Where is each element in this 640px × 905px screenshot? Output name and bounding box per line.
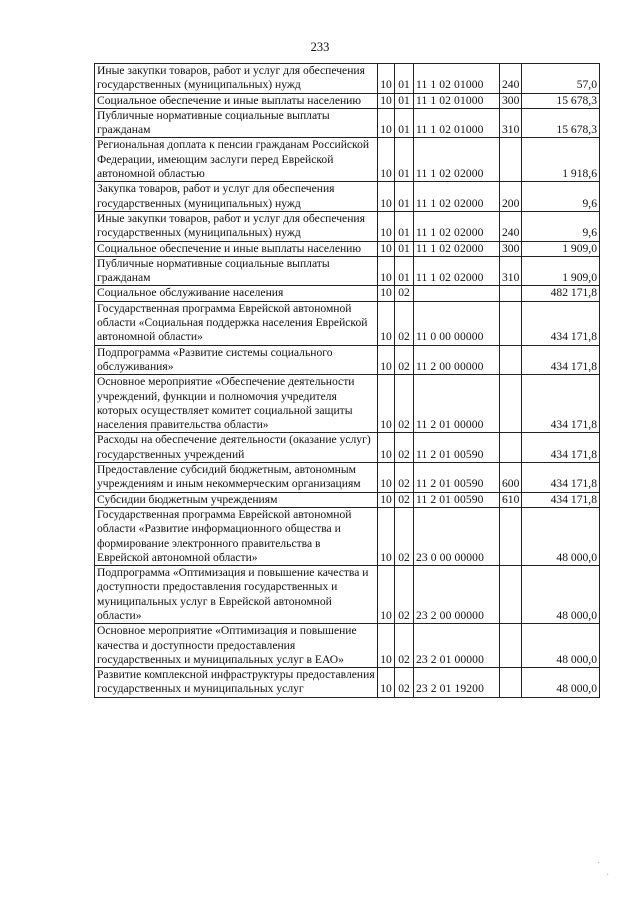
- row-expense-type-code: 200: [500, 182, 522, 212]
- row-subsection-code: 01: [395, 108, 414, 138]
- table-row: [95, 301, 600, 345]
- row-target-article-code: 11 1 02 02000: [414, 182, 500, 212]
- row-section-code: 10: [378, 624, 395, 668]
- row-subsection-code: 02: [395, 463, 414, 493]
- row-expense-type-code: 610: [500, 492, 522, 507]
- row-expense-type-code: 310: [500, 108, 522, 138]
- table-row: [95, 566, 600, 624]
- row-target-article-code: 23 2 01 19200: [414, 668, 500, 698]
- row-subsection-code: 01: [395, 182, 414, 212]
- row-subsection-code: 01: [395, 138, 414, 182]
- row-expense-type-code: [500, 301, 522, 345]
- row-amount: 48 000,0: [522, 507, 600, 565]
- row-expense-type-code: [500, 286, 522, 301]
- row-subsection-code: 02: [395, 301, 414, 345]
- row-section-code: 10: [378, 345, 395, 375]
- table-row: [95, 624, 600, 668]
- row-name: Подпрограмма «Развитие системы социального обслуживания»: [95, 345, 378, 375]
- row-expense-type-code: [500, 624, 522, 668]
- row-section-code: 10: [378, 463, 395, 493]
- row-target-article-code: 11 1 02 02000: [414, 211, 500, 241]
- row-target-article-code: 11 2 01 00000: [414, 375, 500, 433]
- row-amount: 482 171,8: [522, 286, 600, 301]
- row-target-article-code: 11 1 02 02000: [414, 138, 500, 182]
- table-row: [95, 138, 600, 182]
- row-name: Региональная доплата к пенсии гражданам Российской Федерации, имеющим заслуги перед Еврейской автономной областью: [95, 138, 378, 182]
- table-row: [95, 375, 600, 433]
- row-target-article-code: 11 2 01 00590: [414, 433, 500, 463]
- row-name: Государственная программа Еврейской автономной области «Социальная поддержка населения Еврейской автономной области»: [95, 301, 378, 345]
- row-subsection-code: 02: [395, 624, 414, 668]
- row-section-code: 10: [378, 211, 395, 241]
- row-subsection-code: 02: [395, 566, 414, 624]
- row-section-code: 10: [378, 241, 395, 256]
- row-expense-type-code: [500, 433, 522, 463]
- table-row: [95, 433, 600, 463]
- row-name: Иные закупки товаров, работ и услуг для обеспечения государственных (муниципальных) нужд: [95, 64, 378, 94]
- row-target-article-code: 11 2 00 00000: [414, 345, 500, 375]
- row-expense-type-code: [500, 668, 522, 698]
- row-amount: 48 000,0: [522, 566, 600, 624]
- row-section-code: 10: [378, 507, 395, 565]
- row-amount: 1 918,6: [522, 138, 600, 182]
- row-name: Социальное обслуживание населения: [95, 286, 378, 301]
- row-subsection-code: 01: [395, 241, 414, 256]
- row-section-code: 10: [378, 375, 395, 433]
- row-amount: 434 171,8: [522, 375, 600, 433]
- row-section-code: 10: [378, 492, 395, 507]
- scan-speck: ·: [597, 858, 601, 869]
- row-section-code: 10: [378, 668, 395, 698]
- row-amount: 15 678,3: [522, 93, 600, 108]
- row-expense-type-code: 310: [500, 256, 522, 286]
- row-subsection-code: 01: [395, 93, 414, 108]
- row-name: Государственная программа Еврейской автономной области «Развитие информационного общества и формирование электронного правительства в Еврейской автономной области»: [95, 507, 378, 565]
- row-subsection-code: 02: [395, 492, 414, 507]
- row-target-article-code: 23 0 00 00000: [414, 507, 500, 565]
- row-section-code: 10: [378, 256, 395, 286]
- row-subsection-code: 02: [395, 507, 414, 565]
- row-target-article-code: [414, 286, 500, 301]
- row-amount: 9,6: [522, 182, 600, 212]
- table-row: [95, 507, 600, 565]
- row-name: Закупка товаров, работ и услуг для обеспечения государственных (муниципальных) нужд: [95, 182, 378, 212]
- row-target-article-code: 11 2 01 00590: [414, 463, 500, 493]
- row-section-code: 10: [378, 286, 395, 301]
- table-row: [95, 256, 600, 286]
- row-target-article-code: 11 1 02 01000: [414, 64, 500, 94]
- row-expense-type-code: [500, 345, 522, 375]
- row-section-code: 10: [378, 64, 395, 94]
- row-subsection-code: 02: [395, 668, 414, 698]
- row-target-article-code: 11 1 02 02000: [414, 256, 500, 286]
- row-section-code: 10: [378, 138, 395, 182]
- row-amount: 9,6: [522, 211, 600, 241]
- budget-table-body: [95, 64, 600, 698]
- table-row: [95, 108, 600, 138]
- row-target-article-code: 11 1 02 01000: [414, 108, 500, 138]
- table-row: [95, 211, 600, 241]
- table-row: [95, 492, 600, 507]
- row-target-article-code: 11 2 01 00590: [414, 492, 500, 507]
- row-name: Иные закупки товаров, работ и услуг для обеспечения государственных (муниципальных) нужд: [95, 211, 378, 241]
- row-name: Расходы на обеспечение деятельности (оказание услуг) государственных учреждений: [95, 433, 378, 463]
- row-name: Подпрограмма «Оптимизация и повышение качества и доступности предоставления государственных и муниципальных услуг в Еврейской автономной области»: [95, 566, 378, 624]
- row-name: Основное мероприятие «Оптимизация и повышение качества и доступности предоставления государственных и муниципальных услуг в ЕАО»: [95, 624, 378, 668]
- row-subsection-code: 02: [395, 433, 414, 463]
- row-expense-type-code: 300: [500, 93, 522, 108]
- row-amount: 434 171,8: [522, 463, 600, 493]
- row-section-code: 10: [378, 566, 395, 624]
- table-row: [95, 463, 600, 493]
- row-section-code: 10: [378, 433, 395, 463]
- row-amount: 434 171,8: [522, 433, 600, 463]
- row-subsection-code: 02: [395, 345, 414, 375]
- row-amount: 15 678,3: [522, 108, 600, 138]
- row-name: Субсидии бюджетным учреждениям: [95, 492, 378, 507]
- budget-table: [94, 63, 600, 698]
- row-target-article-code: 11 0 00 00000: [414, 301, 500, 345]
- table-row: [95, 241, 600, 256]
- row-expense-type-code: 240: [500, 64, 522, 94]
- row-expense-type-code: [500, 507, 522, 565]
- row-subsection-code: 01: [395, 64, 414, 94]
- row-amount: 1 909,0: [522, 256, 600, 286]
- row-expense-type-code: 600: [500, 463, 522, 493]
- row-name: Социальное обеспечение и иные выплаты населению: [95, 241, 378, 256]
- row-name: Социальное обеспечение и иные выплаты населению: [95, 93, 378, 108]
- row-section-code: 10: [378, 93, 395, 108]
- row-target-article-code: 23 2 00 00000: [414, 566, 500, 624]
- row-subsection-code: 02: [395, 375, 414, 433]
- row-expense-type-code: 240: [500, 211, 522, 241]
- row-name: Публичные нормативные социальные выплаты гражданам: [95, 256, 378, 286]
- row-section-code: 10: [378, 108, 395, 138]
- row-name: Основное мероприятие «Обеспечение деятельности учреждений, функции и полномочия учредителя которых осуществляет комитет социальной защиты населения правительства области»: [95, 375, 378, 433]
- page-number: 233: [310, 40, 330, 54]
- row-target-article-code: 11 1 02 01000: [414, 93, 500, 108]
- row-expense-type-code: [500, 138, 522, 182]
- row-name: Публичные нормативные социальные выплаты гражданам: [95, 108, 378, 138]
- table-row: [95, 668, 600, 698]
- row-expense-type-code: 300: [500, 241, 522, 256]
- row-amount: 57,0: [522, 64, 600, 94]
- row-target-article-code: 23 2 01 00000: [414, 624, 500, 668]
- row-target-article-code: 11 1 02 02000: [414, 241, 500, 256]
- table-row: [95, 93, 600, 108]
- row-expense-type-code: [500, 375, 522, 433]
- row-amount: 434 171,8: [522, 492, 600, 507]
- row-amount: 48 000,0: [522, 668, 600, 698]
- table-row: [95, 182, 600, 212]
- row-expense-type-code: [500, 566, 522, 624]
- row-amount: 434 171,8: [522, 301, 600, 345]
- row-subsection-code: 01: [395, 256, 414, 286]
- row-amount: 1 909,0: [522, 241, 600, 256]
- row-section-code: 10: [378, 301, 395, 345]
- table-row: [95, 64, 600, 94]
- row-amount: 48 000,0: [522, 624, 600, 668]
- table-row: [95, 286, 600, 301]
- row-amount: 434 171,8: [522, 345, 600, 375]
- row-name: Предоставление субсидий бюджетным, автономным учреждениям и иным некоммерческим организациям: [95, 463, 378, 493]
- row-subsection-code: 01: [395, 211, 414, 241]
- row-section-code: 10: [378, 182, 395, 212]
- row-subsection-code: 02: [395, 286, 414, 301]
- scan-speck: ·: [606, 870, 610, 881]
- row-name: Развитие комплексной инфраструктуры предоставления государственных и муниципальных услуг: [95, 668, 378, 698]
- table-row: [95, 345, 600, 375]
